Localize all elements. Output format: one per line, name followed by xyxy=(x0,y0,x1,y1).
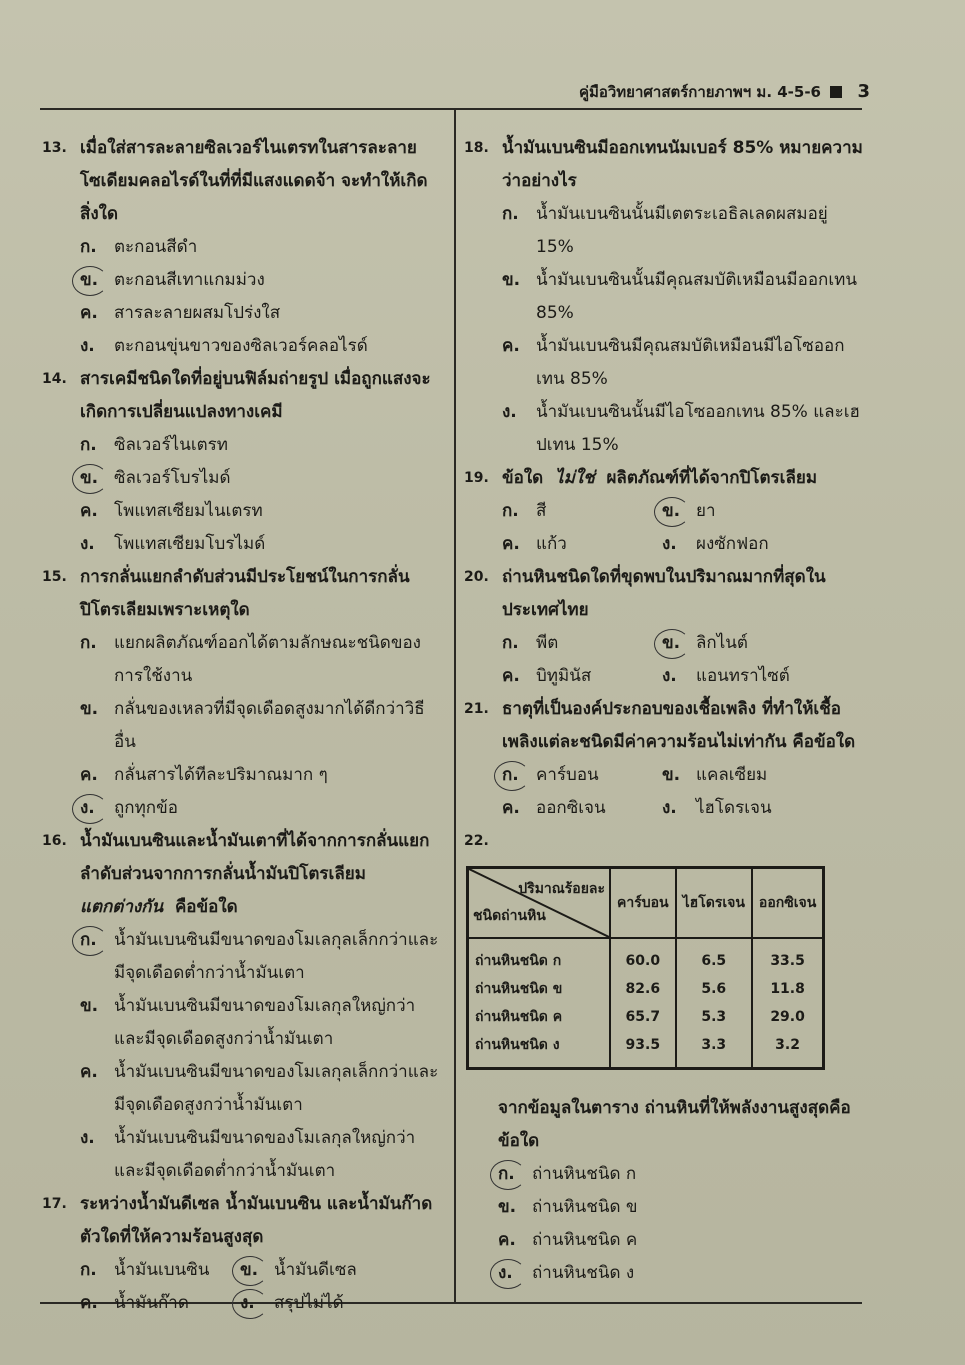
option xyxy=(662,792,842,825)
option-label: ง. xyxy=(662,666,677,686)
option xyxy=(502,660,662,693)
option xyxy=(662,660,842,693)
option-label: ง. xyxy=(80,336,95,356)
option-text: ลิกไนต์ xyxy=(696,633,748,653)
question-number: 14. xyxy=(42,371,67,387)
option-text: น้ำมันเบนซินนั้นมีไอโซออกเทน 85% และเฮปเทน 15% xyxy=(536,402,860,455)
option xyxy=(80,924,442,990)
option xyxy=(80,1056,442,1122)
question-number: 20. xyxy=(464,569,489,585)
option-text: ถ่านหินชนิด ก xyxy=(532,1164,637,1184)
option xyxy=(502,264,864,330)
table-header-row xyxy=(468,868,824,939)
question-text: สารเคมีชนิดใดที่อยู่บนฟิล์มถ่ายรูป เมื่อถูกแสงจะเกิดการเปลี่ยนแปลงทางเคมี xyxy=(80,369,431,422)
option-label: ข. xyxy=(662,765,681,785)
question-14 xyxy=(42,363,442,561)
question-13 xyxy=(42,132,442,363)
option xyxy=(502,759,662,792)
question-text: ถ่านหินชนิดใดที่ขุดพบในปริมาณมากที่สุดในประเทศไทย xyxy=(502,567,826,620)
option-text: น้ำมันเบนซินมีขนาดของโมเลกุลใหญ่กว่าและมีจุดเดือดสูงกว่าน้ำมันเตา xyxy=(114,996,416,1049)
option xyxy=(80,528,442,561)
table-cell: 5.6 xyxy=(701,981,727,997)
option xyxy=(80,297,442,330)
option-text: น้ำมันดีเซล xyxy=(274,1260,357,1280)
question-text-main: น้ำมันเบนซินและน้ำมันเตาที่ได้จากการกลั่นแยกลำดับส่วนจากการกลั่นน้ำมันปิโตรเลียม xyxy=(80,831,430,884)
option-label: ง. xyxy=(498,1263,513,1283)
option xyxy=(80,1122,442,1188)
option-label: ค. xyxy=(502,336,520,356)
option xyxy=(80,330,442,363)
option-label: ก. xyxy=(80,633,97,653)
option-text: ออกซิเจน xyxy=(536,798,606,818)
option-text: ซิลเวอร์โบรไมด์ xyxy=(114,468,231,488)
option xyxy=(80,1254,240,1287)
option-label: ค. xyxy=(498,1230,516,1250)
option-label: ค. xyxy=(80,1293,98,1313)
option-text: ผงซักฟอก xyxy=(696,534,769,554)
option xyxy=(80,462,442,495)
table-cell: 5.3 xyxy=(701,1009,727,1025)
option xyxy=(240,1287,420,1320)
table-cell: 3.3 xyxy=(701,1037,727,1053)
table-cell: 11.8 xyxy=(770,981,805,997)
question-16 xyxy=(42,825,442,1188)
option-label: ก. xyxy=(502,765,519,785)
option-text: ถ่านหินชนิด ข xyxy=(532,1197,638,1217)
option xyxy=(662,627,842,660)
question-number: 15. xyxy=(42,569,67,585)
options-grid xyxy=(80,1254,442,1320)
option-text: กลั่นสารได้ทีละปริมาณมาก ๆ xyxy=(114,765,328,785)
question-text: จากข้อมูลในตาราง ถ่านหินที่ให้พลังงานสูงสุดคือข้อใด xyxy=(498,1098,851,1151)
carbon-values-cell xyxy=(610,938,676,1069)
option-label: ค. xyxy=(502,666,520,686)
question-text: ระหว่างน้ำมันดีเซล น้ำมันเบนซิน และน้ำมันก๊าด ตัวใดที่ให้ความร้อนสูงสุด xyxy=(80,1194,433,1247)
option-label: ก. xyxy=(502,501,519,521)
option xyxy=(80,759,442,792)
option xyxy=(502,528,662,561)
option-text: ถูกทุกข้อ xyxy=(114,798,178,818)
column-header: ไฮโดรเจน xyxy=(676,868,752,939)
question-number: 18. xyxy=(464,140,489,156)
option-label: ง. xyxy=(662,534,677,554)
table-cell: 82.6 xyxy=(625,981,661,997)
question-text: การกลั่นแยกลำดับส่วนมีประโยชน์ในการกลั่นปิโตรเลียมเพราะเหตุใด xyxy=(80,567,410,620)
option xyxy=(498,1158,864,1191)
option xyxy=(502,627,662,660)
oxygen-values-cell xyxy=(752,938,824,1069)
table-cell: 6.5 xyxy=(701,953,727,969)
page-number: 3 xyxy=(857,81,870,102)
option xyxy=(240,1254,420,1287)
question-19 xyxy=(464,462,864,561)
option-label: ค. xyxy=(80,501,98,521)
option-text: โพแทสเซียมไนเตรท xyxy=(114,501,263,521)
option-text: แคลเซียม xyxy=(696,765,768,785)
question-text: ธาตุที่เป็นองค์ประกอบของเชื้อเพลิง ที่ทำให้เชื้อเพลิงแต่ละชนิดมีค่าความร้อนไม่เท่ากัน คือข้อใด xyxy=(502,699,856,752)
option xyxy=(80,495,442,528)
option-label: ข. xyxy=(662,501,681,521)
option-text: น้ำมันก๊าด xyxy=(114,1293,189,1313)
question-21 xyxy=(464,693,864,825)
option-text: ตะกอนสีเทาแกมม่วง xyxy=(114,270,265,290)
option-text: ไฮโดรเจน xyxy=(696,798,772,818)
option xyxy=(80,627,442,693)
question-text xyxy=(502,462,864,495)
option xyxy=(498,1257,864,1290)
option xyxy=(662,528,842,561)
question-20 xyxy=(464,561,864,693)
option-text: ตะกอนสีดำ xyxy=(114,237,198,257)
option-text: น้ำมันเบนซินมีขนาดของโมเลกุลใหญ่กว่าและมีจุดเดือดต่ำกว่าน้ำมันเตา xyxy=(114,1128,416,1181)
column-header: คาร์บอน xyxy=(610,868,676,939)
page-header xyxy=(560,80,870,104)
option-text: น้ำมันเบนซินนั้นมีคุณสมบัติเหมือนมีออกเทน 85% xyxy=(536,270,857,323)
option-label: ง. xyxy=(240,1293,255,1313)
row-name: ถ่านหินชนิด ง xyxy=(475,1037,560,1053)
question-text-main: ผลิตภัณฑ์ที่ได้จากปิโตรเลียม xyxy=(606,468,818,488)
option-text: น้ำมันเบนซินมีขนาดของโมเลกุลเล็กกว่าและมีจุดเดือดต่ำกว่าน้ำมันเตา xyxy=(114,930,439,983)
table-cell: 33.5 xyxy=(770,953,805,969)
question-number: 16. xyxy=(42,833,67,849)
question-number: 22. xyxy=(464,833,489,849)
options-grid xyxy=(502,495,864,561)
question-number: 17. xyxy=(42,1196,67,1212)
table-body-row xyxy=(468,938,824,1069)
left-column xyxy=(42,132,442,1320)
option-label: ข. xyxy=(80,699,99,719)
option-label: ก. xyxy=(80,930,97,950)
option-text: น้ำมันเบนซิน xyxy=(114,1260,210,1280)
square-bullet-icon xyxy=(830,86,842,98)
coal-composition-table xyxy=(466,866,825,1070)
right-column xyxy=(464,132,864,1290)
option xyxy=(502,396,864,462)
option-text: ยา xyxy=(696,501,716,521)
option xyxy=(80,264,442,297)
option-label: ค. xyxy=(502,798,520,818)
table-cell: 60.0 xyxy=(625,953,661,969)
column-header: ออกซิเจน xyxy=(752,868,824,939)
question-17 xyxy=(42,1188,442,1320)
option xyxy=(80,792,442,825)
emphasis-text: แตกต่างกัน xyxy=(80,897,164,917)
option-text: แก้ว xyxy=(536,534,567,554)
option xyxy=(662,495,842,528)
option-text: น้ำมันเบนซินมีขนาดของโมเลกุลเล็กกว่าและมีจุดเดือดสูงกว่าน้ำมันเตา xyxy=(114,1062,439,1115)
option-label: ง. xyxy=(80,534,95,554)
top-rule xyxy=(40,108,862,110)
option-text: แอนทราไซต์ xyxy=(696,666,790,686)
option-label: ง. xyxy=(662,798,677,818)
option-text: ถ่านหินชนิด ง xyxy=(532,1263,635,1283)
option-label: ข. xyxy=(662,633,681,653)
corner-top-label: ปริมาณร้อยละ xyxy=(518,881,605,897)
option-text: พีต xyxy=(536,633,559,653)
option-text: กลั่นของเหลวที่มีจุดเดือดสูงมากได้ดีกว่าวิธีอื่น xyxy=(114,699,425,752)
question-18 xyxy=(464,132,864,462)
column-divider xyxy=(454,110,456,1302)
option xyxy=(80,693,442,759)
table-cell: 93.5 xyxy=(625,1037,661,1053)
table-corner-cell xyxy=(468,868,611,939)
row-name: ถ่านหินชนิด ค xyxy=(475,1009,563,1025)
option-label: ข. xyxy=(80,996,99,1016)
hydrogen-values-cell xyxy=(676,938,752,1069)
question-text xyxy=(80,825,442,924)
option-label: ก. xyxy=(498,1164,515,1184)
option-label: ก. xyxy=(80,1260,97,1280)
option-label: ง. xyxy=(502,402,517,422)
option-text: สรุปไม่ได้ xyxy=(274,1293,344,1313)
option xyxy=(502,330,864,396)
question-number: 19. xyxy=(464,470,489,486)
option-label: ค. xyxy=(502,534,520,554)
options-grid xyxy=(502,759,864,825)
option xyxy=(662,759,842,792)
option-label: ง. xyxy=(80,798,95,818)
option xyxy=(80,231,442,264)
row-name: ถ่านหินชนิด ข xyxy=(475,981,563,997)
question-text-pre: ข้อใด xyxy=(502,468,544,488)
option-label: ค. xyxy=(80,303,98,323)
question-text: น้ำมันเบนซินมีออกเทนนัมเบอร์ 85% หมายความว่าอย่างไร xyxy=(502,138,863,191)
corner-bottom-label: ชนิดถ่านหิน xyxy=(473,908,546,924)
option xyxy=(80,429,442,462)
question-number: 21. xyxy=(464,701,489,717)
table-cell: 3.2 xyxy=(775,1037,800,1053)
question-text-tail: คือข้อใด xyxy=(174,897,238,917)
option-text: ตะกอนขุ่นขาวของซิลเวอร์คลอไรด์ xyxy=(114,336,368,356)
option-label: ก. xyxy=(80,435,97,455)
option-label: ค. xyxy=(80,765,98,785)
option xyxy=(80,990,442,1056)
option-text: แยกผลิตภัณฑ์ออกได้ตามลักษณะชนิดของการใช้งาน xyxy=(114,633,421,686)
option xyxy=(502,198,864,264)
option-label: ก. xyxy=(502,204,519,224)
option xyxy=(502,792,662,825)
option-text: น้ำมันเบนซินนั้นมีเตตระเอธิลเลดผสมอยู่ 15% xyxy=(536,204,828,257)
option-label: ข. xyxy=(80,468,99,488)
question-text: เมื่อใส่สารละลายซิลเวอร์ไนเตรทในสารละลายโซเดียมคลอไรด์ในที่ที่มีแสงแดดจ้า จะทำให้เกิดสิ่งใด xyxy=(80,138,428,224)
option-label: ข. xyxy=(240,1260,259,1280)
option-text: บิทูมินัส xyxy=(536,666,592,686)
option-label: ข. xyxy=(80,270,99,290)
table-cell: 29.0 xyxy=(770,1009,805,1025)
option-text: สารละลายผสมโปร่งใส xyxy=(114,303,281,323)
option xyxy=(498,1191,864,1224)
option-text: โพแทสเซียมโบรไมด์ xyxy=(114,534,266,554)
option-label: ก. xyxy=(80,237,97,257)
option-text: น้ำมันเบนซินมีคุณสมบัติเหมือนมีไอโซออกเทน 85% xyxy=(536,336,845,389)
question-number: 13. xyxy=(42,140,67,156)
question-22 xyxy=(464,825,864,1290)
question-15 xyxy=(42,561,442,825)
option-label: ข. xyxy=(502,270,521,290)
emphasis-text: ไม่ใช่ xyxy=(555,468,595,488)
row-names-cell xyxy=(468,938,611,1069)
option xyxy=(80,1287,240,1320)
option-label: ง. xyxy=(80,1128,95,1148)
option-label: ค. xyxy=(80,1062,98,1082)
header-title: คู่มือวิทยาศาสตร์กายภาพฯ ม. 4-5-6 xyxy=(578,83,821,101)
table-cell: 65.7 xyxy=(625,1009,661,1025)
option-text: ถ่านหินชนิด ค xyxy=(532,1230,638,1250)
row-name: ถ่านหินชนิด ก xyxy=(475,953,562,969)
options-grid xyxy=(502,627,864,693)
option xyxy=(498,1224,864,1257)
option-text: สี xyxy=(536,501,547,521)
option-label: ก. xyxy=(502,633,519,653)
option-text: ซิลเวอร์ไนเตรท xyxy=(114,435,229,455)
option-text: คาร์บอน xyxy=(536,765,599,785)
option xyxy=(502,495,662,528)
option-label: ข. xyxy=(498,1197,517,1217)
